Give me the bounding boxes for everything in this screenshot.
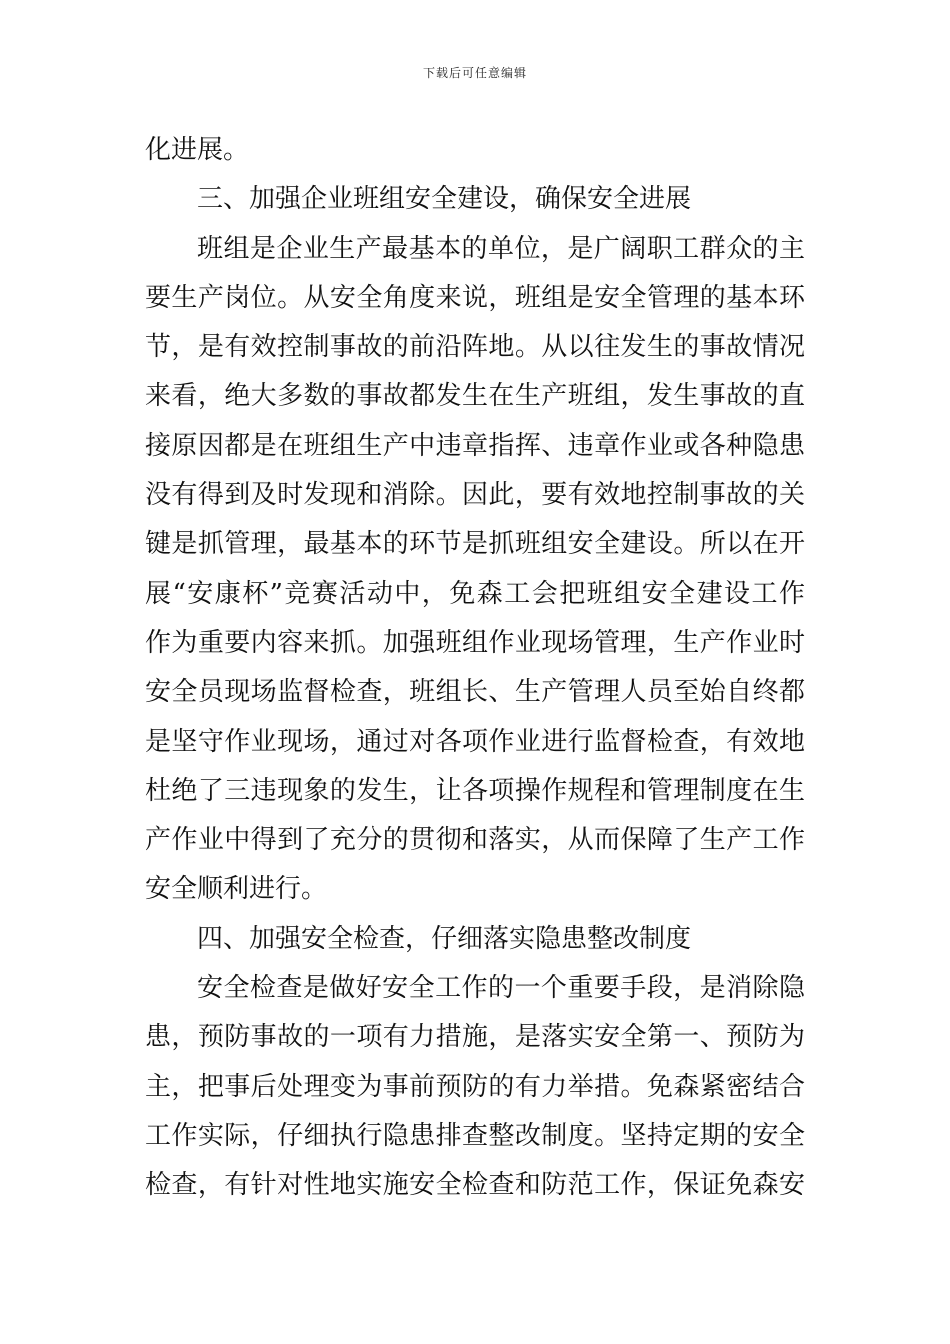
header-note: 下载后可任意编辑 (422, 66, 527, 80)
text-line: 安全员现场监督检查，班组长、生产管理人员至始自终都 (145, 677, 805, 708)
text-line: 接原因都是在班组生产中违章指挥、违章作业或各种隐患 (145, 430, 805, 461)
text-line: 患，预防事故的一项有力措施，是落实安全第一、预防为 (145, 1022, 805, 1053)
paragraph-first-line: 安全检查是做好安全工作的一个重要手段，是消除隐 (197, 973, 805, 1004)
body-text (145, 126, 805, 1211)
text-line: 化进展。 (145, 135, 250, 165)
text-line: 是坚守作业现场，通过对各项作业进行监督检查，有效地 (145, 726, 805, 757)
paragraph-first-line: 班组是企业生产最基本的单位，是广阔职工群众的主 (197, 233, 805, 264)
section-heading: 三、加强企业班组安全建设，确保安全进展 (197, 184, 692, 215)
text-line: 来看，绝大多数的事故都发生在生产班组，发生事故的直 (145, 381, 805, 412)
text-line: 键是抓管理，最基本的环节是抓班组安全建设。所以在开 (145, 529, 805, 560)
section-heading: 四、加强安全检查，仔细落实隐患整改制度 (197, 923, 692, 954)
text-line: 工作实际，仔细执行隐患排查整改制度。坚持定期的安全 (145, 1120, 805, 1151)
text-line: 安全顺利进行。 (145, 874, 328, 905)
text-line: 没有得到及时发现和消除。因此，要有效地控制事故的关 (145, 480, 805, 511)
text-line: 杜绝了三违现象的发生，让各项操作规程和管理制度在生 (145, 775, 805, 806)
text-line: 作为重要内容来抓。加强班组作业现场管理，生产作业时 (145, 627, 805, 658)
text-line: 展“安康杯”竞赛活动中，免森工会把班组安全建设工作 (145, 578, 805, 609)
text-line: 检查，有针对性地实施安全检查和防范工作，保证免森安 (145, 1170, 805, 1201)
text-line: 要生产岗位。从安全角度来说，班组是安全管理的基本环 (145, 282, 805, 313)
text-line: 主，把事后处理变为事前预防的有力举措。免森紧密结合 (145, 1071, 805, 1102)
text-line: 节，是有效控制事故的前沿阵地。从以往发生的事故情况 (145, 332, 805, 363)
text-line: 产作业中得到了充分的贯彻和落实，从而保障了生产工作 (145, 825, 805, 856)
